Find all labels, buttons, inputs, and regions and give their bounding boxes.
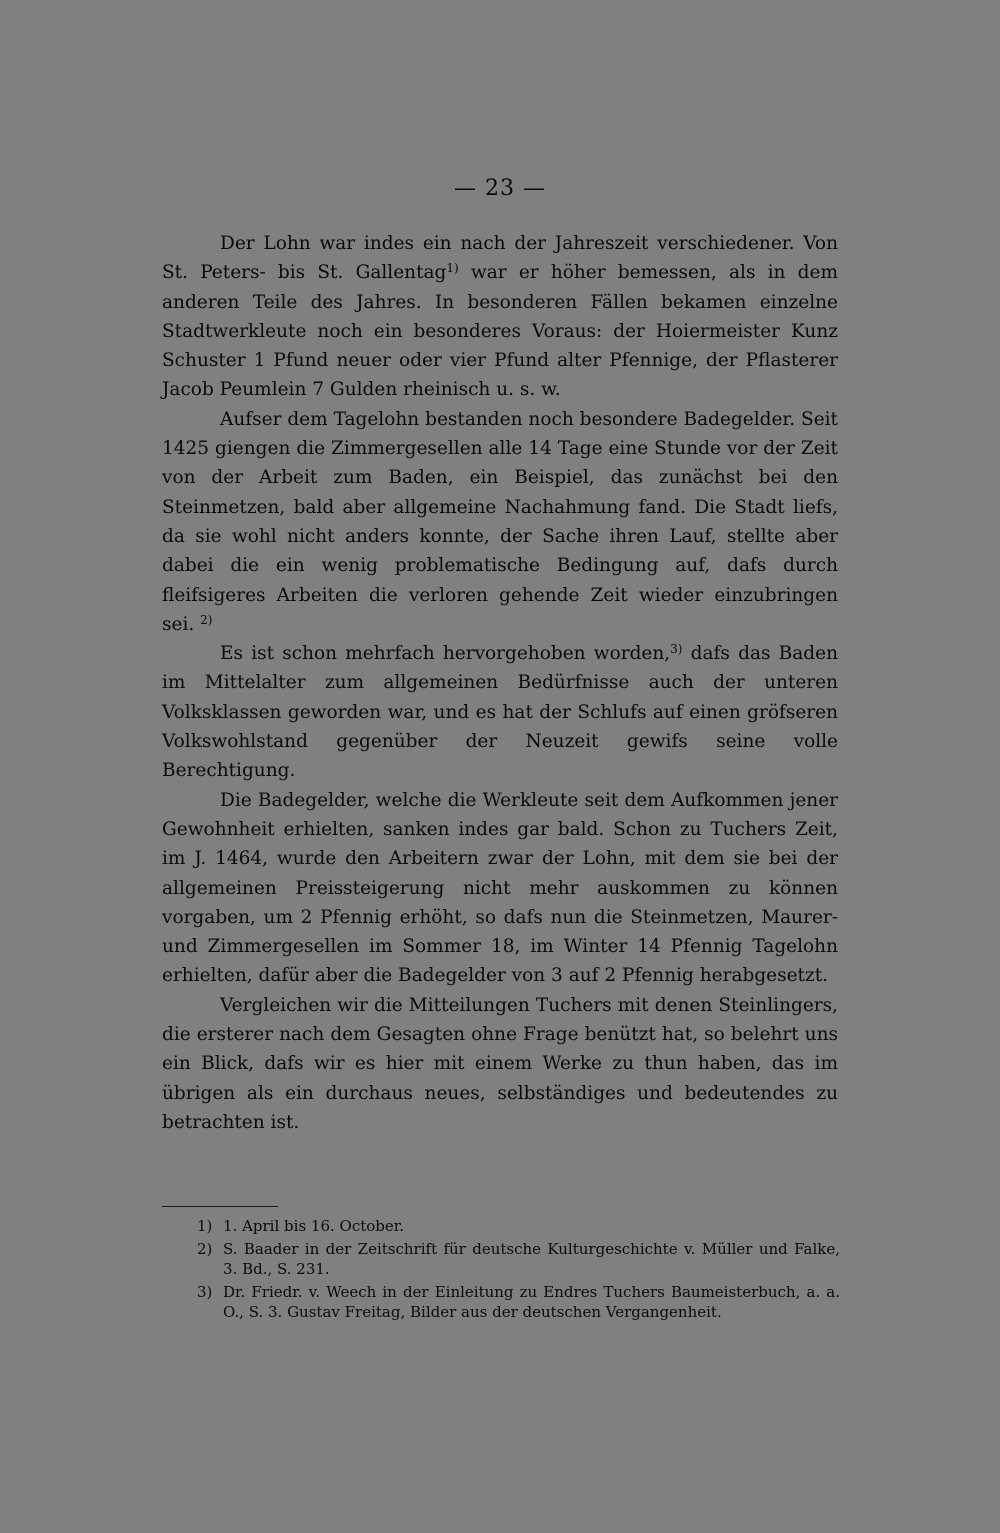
paragraph [162, 405, 838, 639]
footnote-mark: 1) [197, 1217, 213, 1235]
footnote-separator [162, 1206, 278, 1207]
paragraph [162, 229, 838, 405]
footnote-reference: 3) [670, 642, 683, 657]
footnote-mark: 2) [197, 1240, 213, 1258]
footnote [197, 1282, 840, 1322]
footnote [197, 1216, 840, 1236]
paragraph-text: Vergleichen wir die Mitteilungen Tuchers mit denen Steinlingers, die ersterer nach dem Gesagten ohne Frage benützt hat, so belehrt uns ein Blick, dafs wir es hier mit einem Werke zu thun haben, das im übrigen als ein durchaus neues, selbständiges und bedeutendes zu betrachten ist. [162, 994, 838, 1133]
footnotes [197, 1216, 840, 1325]
footnote-reference: 1) [446, 261, 459, 276]
footnote-mark: 3) [197, 1283, 213, 1301]
paragraph-text: Es ist schon mehrfach hervorgehoben worden, [220, 643, 671, 665]
paragraph [162, 639, 838, 785]
footnote-text: Dr. Friedr. v. Weech in der Einleitung zu Endres Tuchers Baumeisterbuch, a. a. O., S. 3. Gustav Freitag, Bilder aus der deutschen Vergangenheit. [223, 1283, 840, 1321]
paragraph-text: Die Badegelder, welche die Werkleute seit dem Aufkommen jener Gewohnheit erhielten, sanken indes gar bald. Schon zu Tuchers Zeit, im J. 1464, wurde den Arbeitern zwar der Lohn, mit dem sie bei der allgemeinen Preissteigerung nicht mehr auskommen zu können vorgaben, um 2 Pfennig erhöht, so dafs nun die Steinmetzen, Maurer- und Zimmergesellen im Sommer 18, im Winter 14 Pfennig Tagelohn erhielten, dafür aber die Badegelder von 3 auf 2 Pfennig herabgesetzt. [162, 789, 838, 987]
footnote-text: S. Baader in der Zeitschrift für deutsche Kulturgeschichte v. Müller und Falke, 3. Bd., S. 231. [223, 1240, 840, 1278]
body-text [162, 229, 838, 1137]
paragraph-text: war er höher bemessen, als in dem anderen Teile des Jahres. In besonderen Fällen bekamen einzelne Stadtwerkleute noch ein besonderes Voraus: der Hoiermeister Kunz Schuster 1 Pfund neuer oder vier Pfund alter Pfennige, der Pflasterer Jacob Peumlein 7 Gulden rheinisch u. s. w. [162, 262, 838, 401]
footnote [197, 1239, 840, 1279]
footnote-text: 1. April bis 16. October. [223, 1217, 405, 1235]
paragraph [162, 991, 838, 1137]
footnote-reference: 2) [200, 612, 213, 627]
paragraph [162, 786, 838, 991]
paragraph-text: dafs das Baden im Mittelalter zum allgemeinen Bedürfnisse auch der unteren Volksklassen geworden war, und es hat der Schlufs auf einen gröfseren Volkswohlstand gegenüber der Neuzeit gewifs seine volle Berechtigung. [162, 643, 838, 782]
paragraph-text: Aufser dem Tagelohn bestanden noch besondere Badegelder. Seit 1425 giengen die Zimmergesellen alle 14 Tage eine Stunde vor der Zeit von der Arbeit zum Baden, ein Beispiel, das zunächst bei den Steinmetzen, bald aber allgemeine Nachahmung fand. Die Stadt liefs, da sie wohl nicht anders konnte, der Sache ihren Lauf, stellte aber dabei die ein wenig problematische Bedingung auf, dafs durch fleifsigeres Arbeiten die verloren gehende Zeit wieder einzubringen sei. [162, 408, 838, 635]
paragraph-text: Der Lohn war indes ein nach der Jahreszeit verschiedener. Von St. Peters- bis St. Gallentag [162, 233, 838, 284]
page-number: — 23 — [454, 176, 546, 201]
